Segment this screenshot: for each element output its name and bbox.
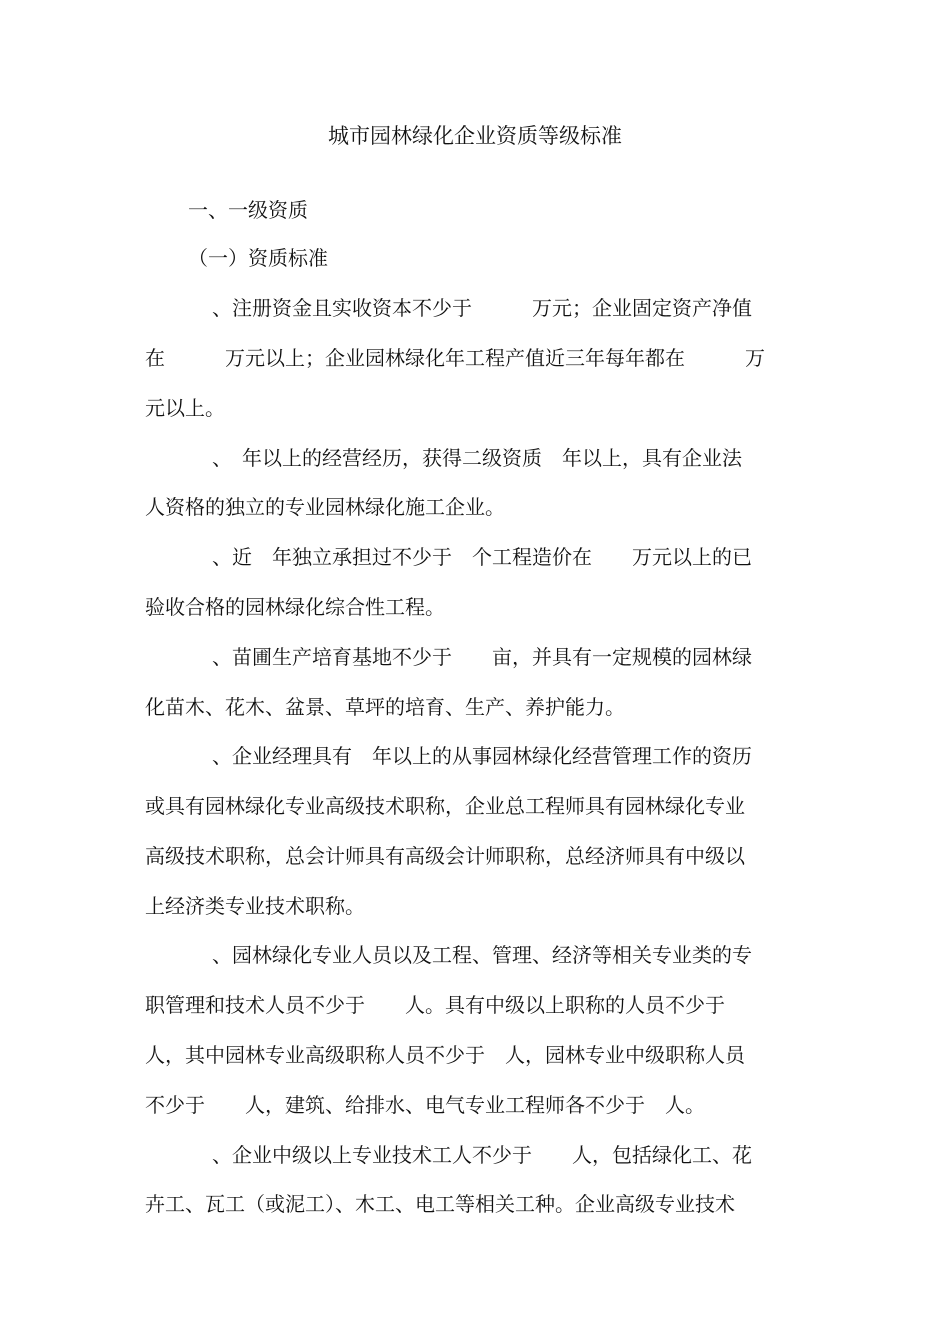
paragraph-line: 在 万元以上；企业园林绿化年工程产值近三年每年都在 万 (145, 346, 765, 370)
paragraph-line: 元以上。 (145, 396, 225, 420)
document-title: 城市园林绿化企业资质等级标准 (328, 124, 622, 148)
paragraph-line: 、园林绿化专业人员以及工程、管理、经济等相关专业类的专 (212, 943, 752, 967)
paragraph-line: 、企业中级以上专业技术工人不少于 人，包括绿化工、花 (212, 1143, 752, 1167)
paragraph-line: 、注册资金且实收资本不少于 万元；企业固定资产净值 (212, 296, 752, 320)
paragraph-line: 验收合格的园林绿化综合性工程。 (145, 595, 445, 619)
paragraph-line: 、近 年独立承担过不少于 个工程造价在 万元以上的已 (212, 545, 752, 569)
section-heading: 一、一级资质 (188, 198, 308, 222)
paragraph-line: 、苗圃生产培育基地不少于 亩，并具有一定规模的园林绿 (212, 645, 752, 669)
subsection-heading: （一）资质标准 (188, 246, 328, 270)
paragraph-line: 、企业经理具有 年以上的从事园林绿化经营管理工作的资历 (212, 744, 752, 768)
paragraph-line: 职管理和技术人员不少于 人。具有中级以上职称的人员不少于 (145, 993, 725, 1017)
paragraph-line: 化苗木、花木、盆景、草坪的培育、生产、养护能力。 (145, 695, 625, 719)
paragraph-line: 高级技术职称，总会计师具有高级会计师职称，总经济师具有中级以 (145, 844, 745, 868)
paragraph-line: 不少于 人，建筑、给排水、电气专业工程师各不少于 人。 (145, 1093, 705, 1117)
paragraph-line: 或具有园林绿化专业高级技术职称，企业总工程师具有园林绿化专业 (145, 794, 745, 818)
paragraph-line: 人，其中园林专业高级职称人员不少于 人，园林专业中级职称人员 (145, 1043, 745, 1067)
paragraph-line: 人资格的独立的专业园林绿化施工企业。 (145, 495, 505, 519)
paragraph-line: 、 年以上的经营经历，获得二级资质 年以上，具有企业法 (212, 446, 742, 470)
paragraph-line: 卉工、瓦工（或泥工）、木工、电工等相关工种。企业高级专业技术 (145, 1192, 735, 1216)
paragraph-line: 上经济类专业技术职称。 (145, 894, 365, 918)
